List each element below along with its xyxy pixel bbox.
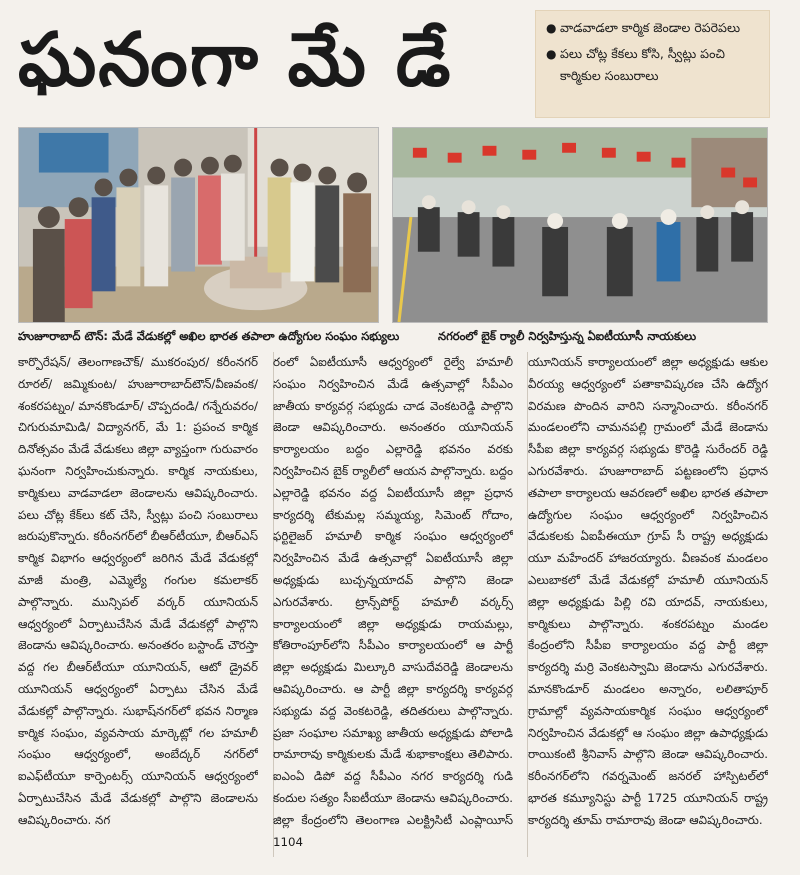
bullet-icon: ● xyxy=(546,47,557,61)
highlight-text: పలు చోట్ల కేకలు కోసి, స్వీట్లు పంచి కార్మికుల సంబురాలు xyxy=(560,46,725,83)
article-paragraph: యూనియన్ కార్యాలయంలో జిల్లా అధ్యక్షుడు ఆకుల వీరయ్య ఆధ్వర్యంలో పతాకావిష్కరణ చేసి ఉద్యోగ విరమణ పొందిన వారిని సన్మానించారు. కరీంనగర్ మండలంలోని చామనపల్లి గ్రామంలో మేడే జెండాను సీపీఐ జిల్లా కార్యవర్గ సభ్యుడు కొరెడ్డి సురేందర్ రెడ్డి ఎగురవేశారు. హుజూరాబాద్ పట్టణంలోని ప్రధాన తపాలా కార్యాలయ ఆవరణలో అఖిల భారత తపాలా ఉద్యోగుల సంఘం ఆధ్వర్యంలో నిర్వహించిన వేడుకలకు ఏఐపీఈయూ గ్రూప్ సీ రాష్ట్ర అధ్యక్షుడు యూ మహేందర్ హాజరయ్యారు. వీణవంక మండలం ఎలుబాకలో మేడే వేడుకల్లో హమాలీ యూనియన్ జిల్లా అధ్యక్షుడు పిల్లి రవి యాదవ్, నాయకులు, కార్మికులు పాల్గొన్నారు. శంకరపట్నం మండల కేంద్రంలోని సీపీఐ కార్యాలయం వద్ద పార్టీ జిల్లా కార్యదర్శి మర్రి వెంకటస్వామి జెండాను ఎగురవేశారు. మానకొండూర్ మండలం అన్నారం, లలితాపూర్ గ్రామాల్లో వ్యవసాయకార్మిక సంఘం ఆధ్వర్యంలో నిర్వహించిన వేడుకల్లో ఆ సంఘం జిల్లా ఉపాధ్యక్షుడు రాయికంటి శ్రీనివాస్ పాల్గొని జెండా ఆవిష్కరించారు. కరీంనగర్‌లోని గవర్నమెంట్ జనరల్ హాస్పిటల్‌లో భారత కమ్యూనిస్టు పార్టీ 1725 యూనియన్ రాష్ట్ర కార్యదర్శి తూమ్ రామారావు జెండా ఆవిష్కరించారు. xyxy=(528,355,768,827)
bullet-icon: ● xyxy=(546,21,557,35)
headline: ఘనంగా మే డే xyxy=(18,17,453,103)
article-column-3 xyxy=(528,352,768,860)
caption-left: హుజూరాబాద్ టౌన్: మేడే వేడుకల్లో అఖిల భారత తపాలా ఉద్యోగుల సంఘం సభ్యులు xyxy=(18,329,400,343)
article-column-2 xyxy=(273,352,513,860)
highlights-box xyxy=(535,10,770,118)
article-paragraph: రంలో ఏఐటీయూసీ ఆధ్వర్యంలో రైల్వే హమాలీ సంఘం నిర్వహించిన మేడే ఉత్సవాల్లో సీపీఎం జాతీయ కార్యవర్గ సభ్యుడు చాడ వెంకటరెడ్డి పాల్గొని జెండా ఆవిష్కరించారు. అనంతరం యూనియన్ కార్యాలయం బద్దం ఎల్లారెడ్డి భవనం వరకు నిర్వహించిన బైక్ ర్యాలీలో ఆయన పాల్గొన్నారు. బద్దం ఎల్లారెడ్డి భవనం వద్ద ఏఐటీయూసీ జిల్లా ప్రధాన కార్యదర్శి టేకుమల్ల సమ్మయ్య, సిమెంట్ గోదాం, ఫర్టిలైజర్ హమాలీ కార్మిక సంఘం ఆధ్వర్యంలో నిర్వహించిన మేడే ఉత్సవాల్లో ఏఐటీయూసీ జిల్లా అధ్యక్షుడు బుచ్చన్నయాదవ్ పాల్గొని జెండా ఎగురవేశారు. ట్రాన్స్‌పోర్ట్ హమాలీ వర్కర్స్ కార్యాలయంలో జిల్లా అధ్యక్షుడు రాయమల్లు, కోతిరాంపూర్‌లోని సీపీఎం కార్యాలయంలో ఆ పార్టీ జిల్లా అధ్యక్షుడు మిల్కూరి వాసుదేవరెడ్డి జెండాలను ఆవిష్కరించారు. ఆ పార్టీ జిల్లా కార్యదర్శి కార్యవర్గ సభ్యుడు వద్ద వెంకటరెడ్డి, తదితరులు పాల్గొన్నారు. ప్రజా సంఘాల సమాఖ్య జాతీయ అధ్యక్షుడు పోలాడి రామారావు కార్మికులకు మేడే శుభాకాంక్షలు తెలిపారు. ఐఎంఏ డిపో వద్ద సీపీఎం నగర కార్యదర్శి గుడి కందుల సత్యం సీఐటీయూ జెండాను ఆవిష్కరించారు. జిల్లా కేంద్రంలోని తెలంగాణ ఎలక్ట్రిసిటీ ఎంప్లాయీస్ 1104 xyxy=(273,355,513,849)
article-body xyxy=(18,352,768,860)
article-column-1 xyxy=(18,352,258,860)
photo-bike-rally xyxy=(392,127,768,323)
photo-captions xyxy=(18,325,768,347)
article-paragraph: కార్పొరేషన్/ తెలంగాణచౌక్/ ముకరంపుర/ కరీంనగర్ రూరల్/ జమ్మికుంట/ హుజూరాబాద్‌టౌన్/వీణవంక/ శంకరపట్నం/ మానకొండూర్/ చొప్పదండి/ గన్నేరువరం/ చిగురుమామిడి/ విద్యానగర్, మే 1: ప్రపంచ కార్మిక దినోత్సవం మేడే వేడుకలు జిల్లా వ్యాప్తంగా గురువారం ఘనంగా నిర్వహించుకున్నారు. కార్మిక నాయకులు, కార్మికులు వాడవాడలా జెండాలను ఆవిష్కరించారు. పలు చోట్ల కేక్‌లు కట్ చేసి, స్వీట్లు పంచి సంబురాలు జరుపుకొన్నారు. కరీంనగర్‌లో బీఆర్‌టీయూ, బీఆర్‌ఎస్ కార్మిక విభాగం ఆధ్వర్యంలో జరిగిన మేడే వేడుకల్లో మాజీ మంత్రి, ఎమ్మెల్యే గంగుల కమలాకర్ పాల్గొన్నారు. మున్సిపల్ వర్కర్ యూనియన్ ఆధ్వర్యంలో ఏర్పాటుచేసిన మేడే వేడుకల్లో పాల్గొని జెండాను ఆవిష్కరించారు. అనంతరం బస్టాండ్ చౌరస్తా వద్ద గల బీఆర్‌టీయూ యూనియన్, ఆటో డ్రైవర్ యూనియన్ ఆధ్వర్యంలో ఏర్పాటు చేసిన మేడే వేడుకల్లో పాల్గొన్నారు. సుభాష్‌నగర్‌లో భవన నిర్మాణ కార్మిక సంఘం, వ్యవసాయ మార్కెట్లో గల హమాలీ సంఘం ఆధ్వర్యంలో, అంబేద్కర్ నగర్‌లో ఐఎఫ్‌టీయూ కార్పెంటర్స్ యూనియన్ ఆధ్వర్యంలో ఏర్పాటుచేసిన మేడే వేడుకల్లో పాల్గొని జెండాలను ఆవిష్కరించారు. నగ xyxy=(18,355,258,827)
photo-illustration xyxy=(393,128,767,322)
highlight-item xyxy=(546,43,759,87)
highlight-text: వాడవాడలా కార్మిక జెండాల రెపరెపలు xyxy=(560,20,741,35)
photo-postal-union xyxy=(18,127,379,323)
highlight-item xyxy=(546,17,759,39)
photo-illustration xyxy=(19,128,378,322)
caption-right: నగరంలో బైక్ ర్యాలీ నిర్వహిస్తున్న ఏఐటీయూసీ నాయకులు xyxy=(438,329,697,343)
